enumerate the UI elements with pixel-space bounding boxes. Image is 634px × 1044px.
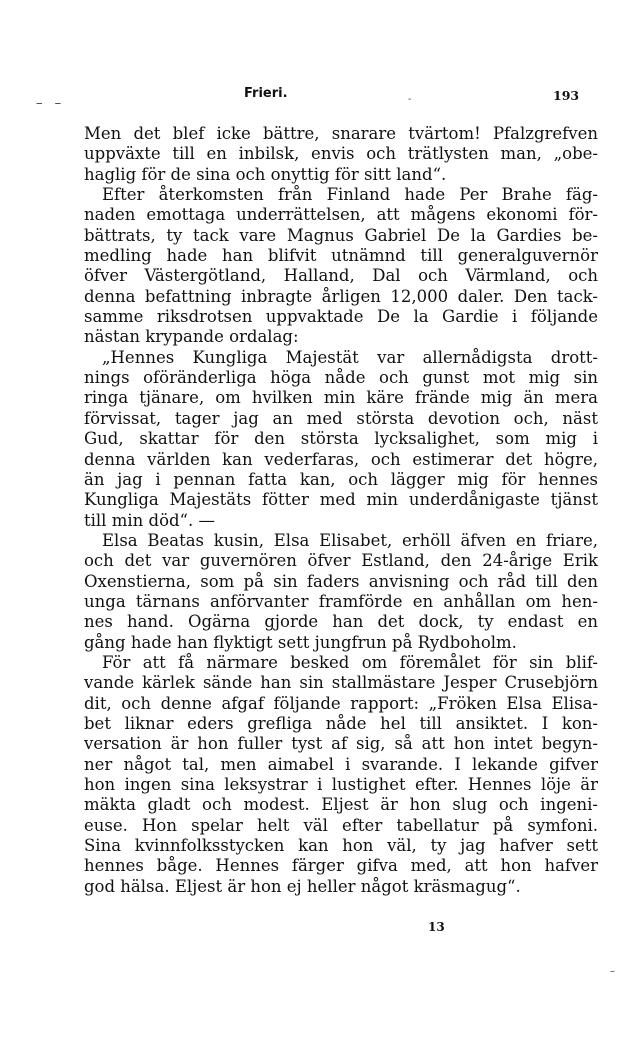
text-line: För att få närmare besked om föremålet för sin blif- bbox=[102, 652, 598, 672]
text-line: ner något tal, men aimabel i svarande. I lekande gifver bbox=[84, 754, 598, 774]
text-line: än jag i pennan fatta kan, och lägger mig för hennes bbox=[84, 469, 598, 489]
text-line: Kungliga Majestäts fötter med min underdånigaste tjänst bbox=[84, 490, 598, 510]
text-line: unga tärnans anförvanter framförde en anhållan om hen- bbox=[84, 591, 598, 611]
edge-mark: – bbox=[610, 966, 615, 977]
text-line: Men det blef icke bättre, snarare tvärtom! Pfalzgrefven bbox=[84, 124, 598, 143]
text-line: god hälsa. Eljest är hon ej heller något kräsmagug“. bbox=[84, 876, 521, 896]
text-line: öfver Västergötland, Halland, Dal och Värmland, och bbox=[84, 266, 598, 286]
text-line: nings oföränderliga höga nåde och gunst mot mig sin bbox=[84, 368, 598, 388]
text-line: gång hade han flyktigt sett jungfrun på Rydboholm. bbox=[84, 632, 517, 652]
signature-mark: 13 bbox=[428, 920, 445, 934]
text-line: vande kärlek sände han sin stallmästare Jesper Crusebjörn bbox=[84, 673, 598, 693]
text-line: hon ingen sina leksystrar i lustighet efter. Hennes löje är bbox=[84, 775, 598, 794]
running-title: Frieri. bbox=[244, 86, 288, 101]
text-line: och det var guvernören öfver Estland, den 24-årige Erik bbox=[84, 551, 598, 571]
text-line: bet liknar eders grefliga nåde hel till ansiktet. I kon- bbox=[84, 713, 598, 733]
text-line: versation är hon fuller tyst af sig, så att hon intet begyn- bbox=[84, 734, 598, 754]
text-line: mäkta gladt och modest. Eljest är hon slug och ingeni- bbox=[84, 795, 598, 815]
running-header bbox=[0, 86, 634, 111]
text-line: uppväxte till en inbilsk, envis och trätlysten man, „obe- bbox=[84, 144, 598, 164]
text-line: haglig för de sina och onyttig för sitt land“. bbox=[84, 164, 447, 184]
text-line: denna världen kan vederfaras, och estimerar det högre, bbox=[84, 449, 598, 469]
text-line: bättrats, ty tack vare Magnus Gabriel De la Gardies be- bbox=[84, 225, 598, 245]
text-line: Oxenstierna, som på sin faders anvisning och råd till den bbox=[84, 571, 598, 591]
text-line: Elsa Beatas kusin, Elsa Elisabet, erhöll äfven en friare, bbox=[102, 530, 598, 550]
text-line: denna befattning inbragte årligen 12,000 daler. Den tack- bbox=[84, 286, 598, 306]
text-line: Efter återkomsten från Finland hade Per Brahe fäg- bbox=[102, 185, 598, 205]
text-line: dit, och denne afgaf följande rapport: „Fröken Elsa Elisa- bbox=[84, 693, 598, 713]
body-text bbox=[84, 124, 598, 897]
text-line: nes hand. Ogärna gjorde han det dock, ty endast en bbox=[84, 612, 598, 632]
text-line: euse. Hon spelar helt väl efter tabellatur på symfoni. bbox=[84, 815, 598, 835]
text-line: förvissat, tager jag an med största devotion och, näst bbox=[84, 408, 598, 428]
text-line: „Hennes Kungliga Majestät var allernådigsta drott- bbox=[102, 347, 598, 367]
text-line: ringa tjänare, om hvilken min käre frände mig än mera bbox=[84, 388, 598, 408]
text-line: Sina kvinnfolksstycken kan hon väl, ty jag hafver sett bbox=[84, 836, 598, 856]
text-line: Gud, skattar för den största lycksalighet, som mig i bbox=[84, 429, 598, 449]
text-line: till min död“. — bbox=[84, 510, 215, 530]
header-dashes: – – bbox=[36, 96, 66, 111]
header-mark: - bbox=[408, 94, 412, 105]
text-line: medling hade han blifvit utnämnd till generalguvernör bbox=[84, 246, 598, 266]
text-line: naden emottaga underrättelsen, att mågens ekonomi för- bbox=[84, 205, 598, 225]
page-number: 193 bbox=[553, 88, 580, 103]
text-line: samme riksdrotsen uppvaktade De la Gardie i följande bbox=[84, 307, 598, 327]
text-line: nästan krypande ordalag: bbox=[84, 327, 299, 347]
text-line: hennes båge. Hennes färger gifva med, att hon hafver bbox=[84, 856, 598, 876]
